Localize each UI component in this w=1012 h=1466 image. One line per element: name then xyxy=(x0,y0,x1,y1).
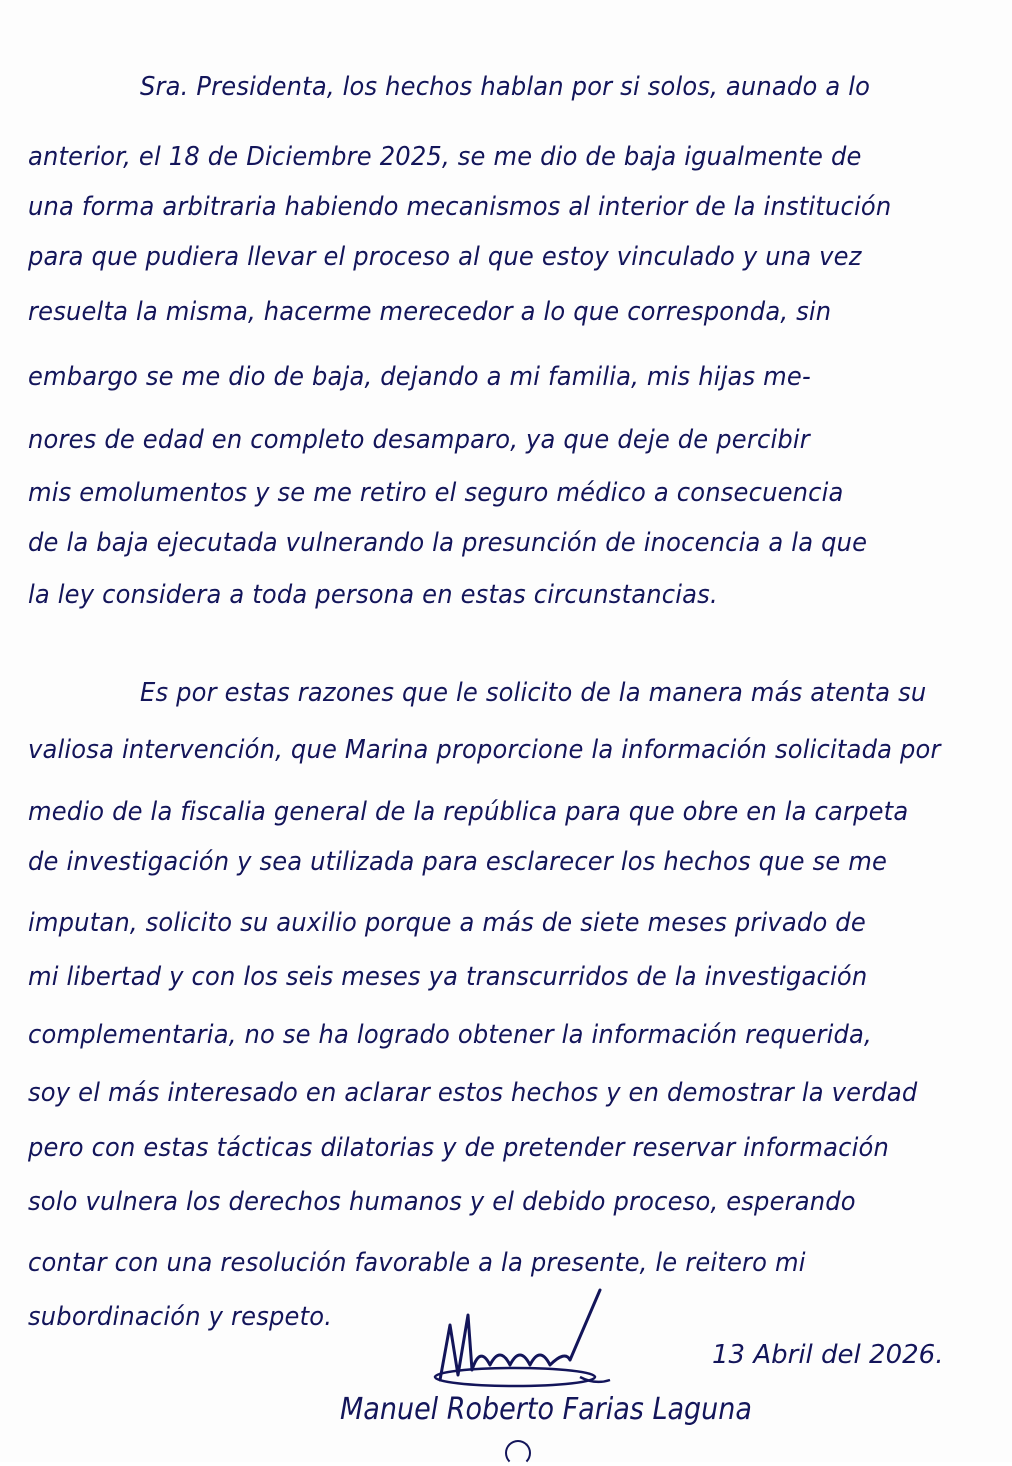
letter-line: imputan, solicito su auxilio porque a más de siete meses privado de xyxy=(28,908,866,938)
letter-line: nores de edad en completo desamparo, ya que deje de percibir xyxy=(28,425,810,455)
letter-line: de investigación y sea utilizada para esclarecer los hechos que se me xyxy=(28,847,888,877)
letter-line: Sra. Presidenta, los hechos hablan por si solos, aunado a lo xyxy=(140,72,871,102)
signer-name: Manuel Roberto Farias Laguna xyxy=(340,1392,752,1427)
letter-line: subordinación y respeto. xyxy=(28,1302,333,1332)
letter-line: mis emolumentos y se me retiro el seguro médico a consecuencia xyxy=(28,478,844,508)
rubric-circle-mark xyxy=(505,1440,531,1466)
letter-line: Es por estas razones que le solicito de la manera más atenta su xyxy=(140,678,927,708)
letter-line: complementaria, no se ha logrado obtener la información requerida, xyxy=(28,1020,872,1050)
letter-line: embargo se me dio de baja, dejando a mi familia, mis hijas me- xyxy=(28,362,811,392)
letter-line: anterior, el 18 de Diciembre 2025, se me dio de baja igualmente de xyxy=(28,142,862,172)
letter-line: solo vulnera los derechos humanos y el debido proceso, esperando xyxy=(28,1187,856,1217)
letter-line: para que pudiera llevar el proceso al que estoy vinculado y una vez xyxy=(28,242,862,272)
letter-line: de la baja ejecutada vulnerando la presunción de inocencia a la que xyxy=(28,528,868,558)
letter-line: resuelta la misma, hacerme merecedor a lo que corresponda, sin xyxy=(28,297,832,327)
letter-line: pero con estas tácticas dilatorias y de pretender reservar información xyxy=(28,1133,890,1163)
letter-line: valiosa intervención, que Marina proporcione la información solicitada por xyxy=(28,735,941,765)
letter-line: una forma arbitraria habiendo mecanismos al interior de la institución xyxy=(28,192,892,222)
letter-line: la ley considera a toda persona en estas circunstancias. xyxy=(28,580,718,610)
letter-line: medio de la fiscalia general de la república para que obre en la carpeta xyxy=(28,797,909,827)
signature-mark xyxy=(420,1285,620,1395)
letter-line: soy el más interesado en aclarar estos hechos y en demostrar la verdad xyxy=(28,1078,918,1108)
letter-date: 13 Abril del 2026. xyxy=(712,1340,944,1370)
letter-line: mi libertad y con los seis meses ya transcurridos de la investigación xyxy=(28,962,868,992)
letter-line: contar con una resolución favorable a la presente, le reitero mi xyxy=(28,1248,806,1278)
